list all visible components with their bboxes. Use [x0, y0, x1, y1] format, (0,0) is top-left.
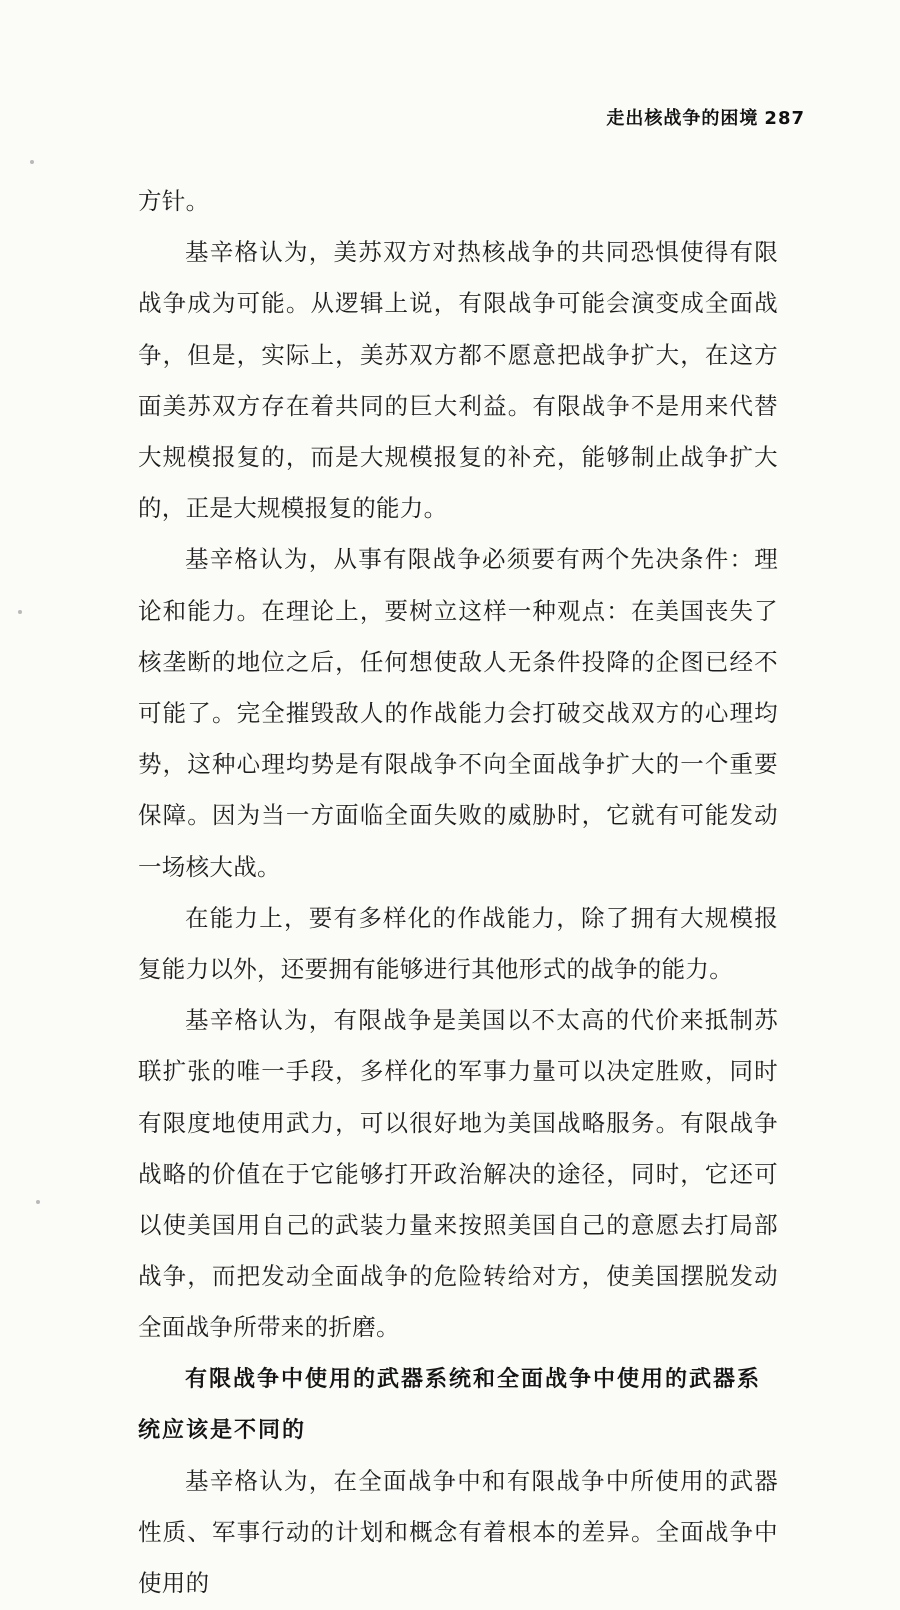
paragraph: 基辛格认为，有限战争是美国以不太高的代价来抵制苏联扩张的唯一手段，多样化的军事力量可以决定胜败，同时有限度地使用武力，可以很好地为美国战略服务。有限战争战略的价值在于它能够打开政治解决的途径，同时，它还可以使美国用自己的武装力量来按照美国自己的意愿去打局部战争，而把发动全面战争的危险转给对方，使美国摆脱发动全面战争所带来的折磨。 — [138, 1006, 778, 1342]
page-number: 287 — [764, 108, 805, 129]
running-header — [606, 104, 805, 130]
scan-speck — [36, 1200, 40, 1204]
paragraph: 基辛格认为，从事有限战争必须要有两个先决条件：理论和能力。在理论上，要树立这样一种观点：在美国丧失了核垄断的地位之后，任何想使敌人无条件投降的企图已经不可能了。完全摧毁敌人的作战能力会打破交战双方的心理均势，这种心理均势是有限战争不向全面战争扩大的一个重要保障。因为当一方面临全面失败的威胁时，它就有可能发动一场核大战。 — [138, 545, 778, 881]
paragraph: 基辛格认为，在全面战争中和有限战争中所使用的武器性质、军事行动的计划和概念有着根本的差异。全面战争中使用的 — [138, 1467, 778, 1598]
paragraph: 基辛格认为，美苏双方对热核战争的共同恐惧使得有限战争成为可能。从逻辑上说，有限战争可能会演变成全面战争，但是，实际上，美苏双方都不愿意把战争扩大，在这方面美苏双方存在着共同的巨大利益。有限战争不是用来代替大规模报复的，而是大规模报复的补充，能够制止战争扩大的，正是大规模报复的能力。 — [138, 238, 778, 523]
scan-speck — [18, 610, 22, 614]
scan-speck — [30, 160, 34, 164]
section-subheading: 有限战争中使用的武器系统和全面战争中使用的武器系统应该是不同的 — [138, 1366, 762, 1443]
chapter-title: 走出核战争的困境 — [606, 108, 759, 129]
paragraph: 在能力上，要有多样化的作战能力，除了拥有大规模报复能力以外，还要拥有能够进行其他形式的战争的能力。 — [138, 903, 778, 984]
body-text — [138, 176, 778, 1610]
paragraph-continuation: 方针。 — [138, 187, 210, 215]
